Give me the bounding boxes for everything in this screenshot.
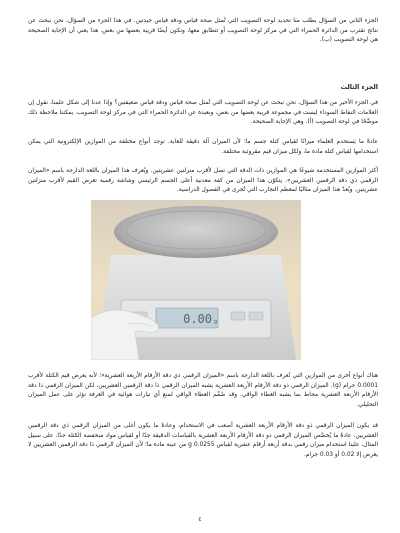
paragraph-part-two: الجزء الثاني من السؤال يطلب منا تحديد لوحة التصويب التي تُمثل صحة قياس ودقة قياس جيدتين. في هذا الجزء من السؤال، نحن نبحث عن نتائج تقترب من الدائرة الحمراء التي في مركز لوحة التصويب أو تتطابق معها، وتكون أيضًا قريبة بعضها من بعض. هذا يعني أن الإجابة الصحيحة هي لوحة التصويب (ب). — [28, 18, 378, 44]
section-heading: الجزء الثالث — [340, 83, 378, 91]
weighing-pan — [114, 206, 278, 258]
digital-balance-image — [91, 200, 301, 360]
display-unit: g — [214, 319, 218, 325]
balance-button-right-1 — [231, 312, 245, 320]
paragraph-four-decimal-usage: قد يكون الميزان الرقمي ذو دقة الأرقام الأربعة العشرية أصعب في الاستخدام، وعادةً ما يكون أغلى من الميزان الرقمي ذي دقة الرقمين العشريين. عادةً ما يُخصَّص الميزان الرقمي ذو دقة الأرقام الأربعة العشرية بالقياسات الدقيقة جدًا أو لقياس مواد منخفضة الكتلة جدًا. على سبيل المثال، علينا استخدام ميزان رقمي بدقة أربعة أرقام عشرية لقياس 0.0255 g من عينة مادة ما؛ لأن الميزان الرقمي ذا دقة الرقمين العشريين لا يعرض إلا 0.02 أو 0.03 جرام. — [28, 423, 378, 458]
paragraph-four-decimal-balance: هناك أنواع أخرى من الموازين التي تُعرف باللغة الدارجة باسم «الميزان الرقمي ذي دقة الأرقام الأربعة العشرية»؛ لأنه يعرض قيم الكتلة لأقرب 0.0001 جرام (g). الميزان الرقمي ذو دقة الأرقام الأربعة العشرية يشبه الميزان الرقمي ذا دقة الرقمين العشريين، لكن الميزان الرقمي ذا دقة الأرقام الأربعة العشرية محاط بما يشبه الغطاء الواقي. وقد صُمِّم الغطاء الواقي لمنع أي تيارات هوائية في الغرفة تؤثر على عمل الميزان التحليلي. — [28, 373, 378, 408]
balance-photo — [91, 200, 301, 360]
paragraph-part-three: في الجزء الأخير من هذا السؤال، نحن نبحث عن لوحة التصويب التي تُمثل صحة قياس ودقة قياس ضعيفتين؟ وإذا عدنا إلى شكل علمنا، نقول إن العلامات النقاط السوداء ليست في مجموعة قريبة بعضها من بعض، وبعيدة عن الدائرة الحمراء التي في مركز لوحة التصويب. يمكننا ملاحظة ذلك موضَّحًا في لوحة التصويب (أ). وهي الإجابة الصحيحة. — [28, 100, 378, 126]
balance-button-right-2 — [249, 312, 263, 320]
display-reading: 0.00 — [183, 312, 212, 326]
paragraph-two-decimal-balance: أكثر الموازين المستخدمة شيوعًا هي الموازين ذات الدقة التي تصل لأقرب منزلتين عشريتين. ويُعرف هذا الميزان باللغة الدارجة باسم «الميزان الرقمي ذي دقة الرقمين العشريين». يتكوّن هذا الميزان من كفة معدنية أعلى الجسم الرئيسي وشاشة رقمية تعرض القيم لأقرب منزلتين عشريتين. ويُعدّ هذا الميزان مثاليًا لمعظم التجارب التي تُجرى في الفصول الدراسية. — [28, 168, 378, 194]
page-number: ٤ — [198, 515, 202, 523]
paragraph-balance-intro: عادةً ما يَستخدم العلماء ميزانًا لقياس كتلة جسم ما؛ لأن الميزان آلة دقيقة للغاية. توجد أنواع مختلفة من الموازين الإلكترونية التي يمكن استخدامها لقياس كتلة مادة ما، ولكل ميزان قيم مقروئية مختلفة. — [28, 139, 378, 155]
